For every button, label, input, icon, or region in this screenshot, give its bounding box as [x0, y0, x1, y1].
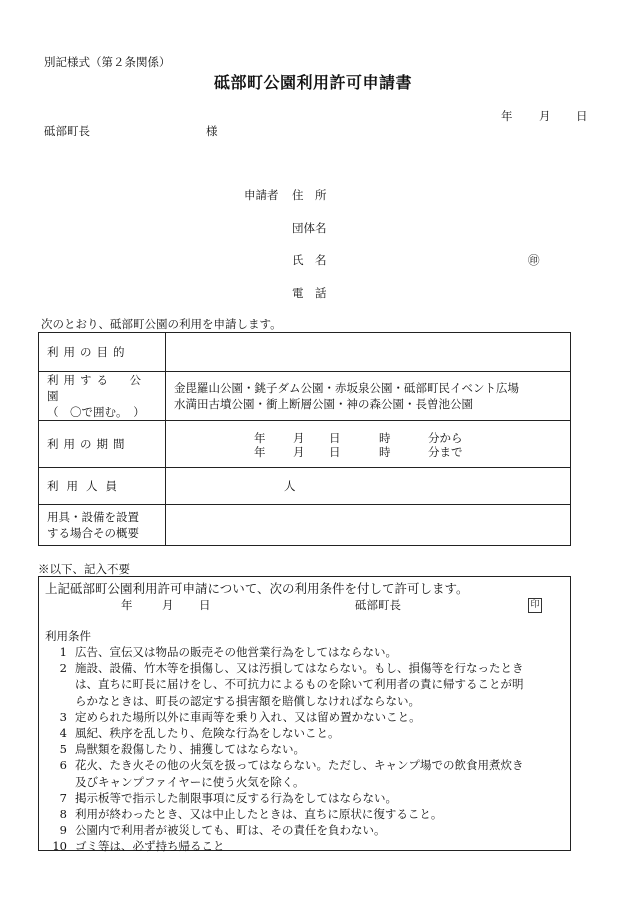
people-row: [39, 468, 571, 505]
period-to-hour: 時: [379, 445, 391, 459]
park-options-line1: 金毘羅山公園・銚子ダム公園・赤坂泉公園・砥部町民イベント広場: [174, 381, 519, 395]
permit-seal-box: [528, 596, 542, 613]
condition-number: 10: [52, 839, 67, 854]
condition-text: ゴミ等は、必ず持ち帰ること: [75, 839, 225, 854]
permit-date-month: 月: [162, 598, 174, 612]
condition-number: 9: [59, 823, 67, 838]
seal-icon: 印: [528, 598, 542, 613]
equipment-label-line2: する場合その概要: [47, 526, 139, 540]
period-to-minute: 分まで: [428, 445, 463, 459]
permit-heading: 上記砥部町公園利用許可申請について、次の利用条件を付して許可します。: [45, 581, 469, 596]
condition-text: 施設、設備、竹木等を損傷し、又は汚損してはならない。もし、損傷等を行なったとき: [75, 661, 524, 676]
condition-line: [39, 806, 442, 822]
condition-line: [39, 838, 225, 854]
period-from-day: 日: [329, 431, 341, 445]
date-month: 月: [539, 109, 551, 123]
condition-number: 8: [59, 807, 67, 821]
date-year: 年: [501, 109, 513, 123]
equipment-value[interactable]: [166, 505, 571, 546]
application-table: [38, 332, 571, 546]
park-row: [39, 372, 571, 421]
people-unit: 人: [284, 479, 296, 493]
applicant-phone-label: 電 話: [292, 286, 327, 300]
condition-number: 3: [59, 709, 67, 724]
condition-number: 7: [59, 790, 67, 805]
applicant-address-label: 住 所: [292, 188, 327, 202]
period-from: [174, 430, 562, 444]
condition-line: [39, 774, 305, 790]
applicant-org-label: 団体名: [292, 221, 327, 235]
addressee-honorific: 様: [206, 124, 218, 138]
condition-line: [39, 644, 397, 660]
period-to-year: 年: [254, 445, 266, 459]
equipment-row: [39, 505, 571, 546]
condition-line: [39, 693, 420, 709]
applicant-name-label: 氏 名: [292, 253, 327, 267]
condition-number: 6: [59, 758, 67, 773]
purpose-label: 利用の目的: [39, 333, 166, 372]
period-from-year: 年: [254, 431, 266, 445]
condition-line: [39, 790, 397, 806]
condition-number: 1: [59, 645, 67, 659]
condition-text: 鳥獣類を殺傷したり、捕獲してはならない。: [75, 742, 305, 757]
page-title: 砥部町公園利用許可申請書: [214, 73, 413, 92]
addressee-name: 砥部町長: [44, 124, 90, 138]
purpose-value[interactable]: [166, 333, 571, 372]
people-value[interactable]: [166, 468, 571, 505]
condition-text: 及びキャンプファイヤーに使う火気を除く。: [75, 774, 305, 789]
period-row: [39, 421, 571, 468]
condition-text: 風紀、秩序を乱したり、危険な行為をしないこと。: [75, 726, 340, 740]
condition-line: [39, 725, 340, 741]
condition-number: 2: [59, 661, 67, 676]
condition-number: 5: [59, 742, 67, 757]
condition-line: [39, 741, 305, 757]
note-text: ※以下、記入不要: [38, 562, 130, 576]
period-to-day: 日: [329, 445, 341, 459]
park-label-line1: 利用する 公園: [47, 373, 146, 403]
intro-text: 次のとおり、砥部町公園の利用を申請します。: [41, 317, 282, 331]
condition-line: [39, 757, 524, 773]
purpose-row: [39, 333, 571, 372]
permit-box: [38, 576, 571, 854]
period-to-month: 月: [293, 445, 305, 459]
period-from-month: 月: [293, 431, 305, 445]
condition-text: らかなときは、町長の認定する損害額を賠償しなければならない。: [75, 693, 420, 708]
condition-text: 公園内で利用者が被災しても、町は、その責任を負わない。: [75, 823, 386, 838]
date-day: 日: [576, 109, 588, 123]
park-label: [39, 372, 166, 421]
condition-text: 広告、宣伝又は物品の販売その他営業行為をしてはならない。: [75, 645, 397, 659]
form-label: 別記様式（第２条関係）: [44, 55, 171, 69]
permit-date-year: 年: [121, 598, 133, 612]
permit-date-day: 日: [199, 598, 211, 612]
permit-issuer: 砥部町長: [355, 598, 401, 612]
period-to: [174, 444, 562, 458]
period-value[interactable]: [166, 421, 571, 468]
park-options[interactable]: [166, 372, 571, 421]
park-options-line2: 水満田古墳公園・衝上断層公園・神の森公園・長曽池公園: [174, 397, 473, 411]
equipment-label-line1: 用具・設備を設置: [47, 510, 139, 524]
equipment-label: [39, 505, 166, 546]
period-from-hour: 時: [379, 431, 391, 445]
condition-text: 花火、たき火その他の火気を扱ってはならない。ただし、キャンプ場での飲食用煮炊き: [75, 758, 524, 773]
condition-line: [39, 660, 524, 676]
applicant-label: 申請者: [244, 188, 279, 202]
condition-line: [39, 709, 421, 725]
conditions-title: 利用条件: [45, 629, 91, 643]
condition-line: [39, 676, 524, 692]
condition-text: 定められた場所以外に車両等を乗り入れ、又は留め置かないこと。: [75, 709, 421, 724]
condition-line: [39, 822, 386, 838]
condition-text: 掲示板等で指示した制限事項に反する行為をしてはならない。: [75, 790, 397, 805]
condition-number: 4: [59, 726, 67, 740]
condition-text: は、直ちに町長に届けをし、不可抗力によるものを除いて利用者の責に帰することが明: [75, 677, 524, 692]
park-label-line2: （ 〇で囲む。 ）: [47, 405, 145, 419]
people-label: 利用人員: [39, 468, 166, 505]
condition-text: 利用が終わったとき、又は中止したときは、直ちに原状に復すること。: [75, 807, 443, 821]
applicant-seal-mark: ㊞: [528, 253, 540, 267]
period-from-minute: 分から: [428, 431, 463, 445]
period-label: 利用の期間: [39, 421, 166, 468]
